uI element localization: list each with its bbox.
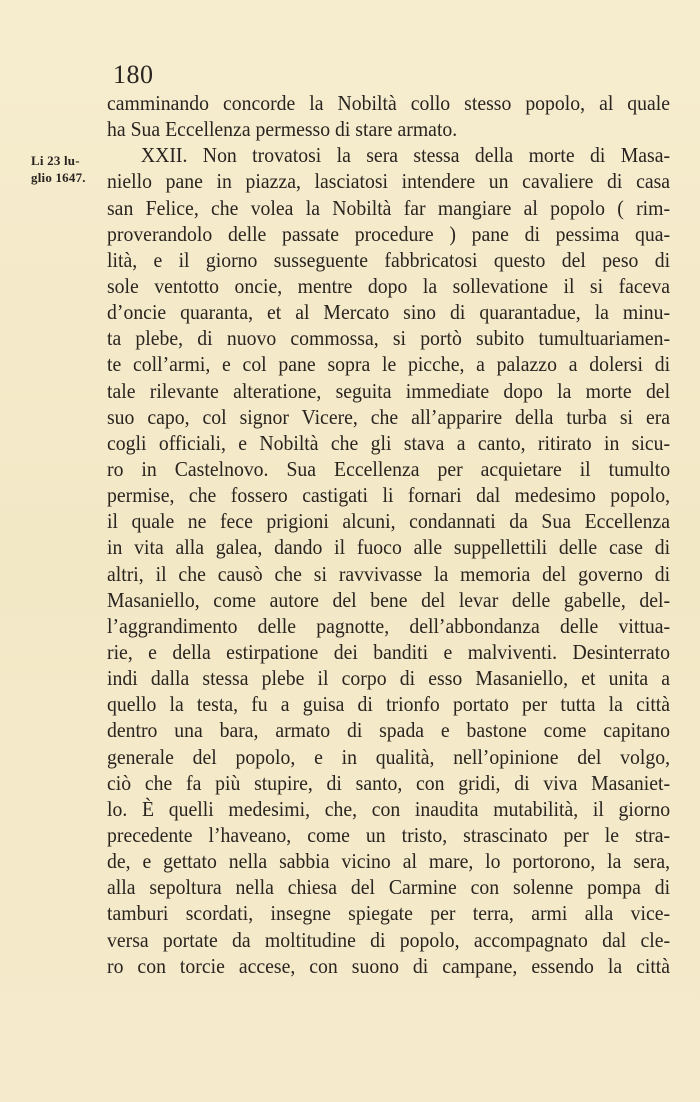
text-line: alla sepoltura nella chiesa del Carmine con solenne pompa di — [107, 875, 671, 900]
text-line: permise, che fossero castigati li fornari dal medesimo popolo, — [107, 483, 671, 508]
text-line: ta plebe, di nuovo commossa, si portò subito tumultuariamen- — [107, 326, 671, 351]
text-line: ro in Castelnovo. Sua Eccellenza per acquietare il tumulto — [107, 456, 671, 481]
text-line: proverandolo delle passate procedure ) pane di pessima qua- — [107, 221, 671, 246]
text-line: indi dalla stessa plebe il corpo di esso Masaniello, et unita a — [107, 666, 671, 691]
text-line: de, e gettato nella sabbia vicino al mare, lo portorono, la sera, — [107, 849, 671, 874]
text-line: XXII. Non trovatosi la sera stessa della morte di Masa- — [140, 143, 671, 168]
margin-note-line: Li 23 lu- — [31, 153, 80, 168]
text-line: dentro una bara, armato di spada e bastone come capitano — [107, 718, 671, 743]
text-line: tale rilevante alteratione, seguita immediate dopo la morte del — [107, 378, 671, 403]
text-line: in vita alla galea, dando il fuoco alle suppellettili delle case di — [107, 535, 671, 560]
text-line: tamburi scordati, insegne spiegate per terra, armi alla vice- — [107, 901, 671, 926]
text-line: cogli officiali, e Nobiltà che gli stava a canto, ritirato in sicu- — [107, 430, 671, 455]
text-line: Masaniello, come autore del bene del levar delle gabelle, del- — [107, 587, 671, 612]
page-number: 180 — [113, 60, 154, 89]
text-line: il quale ne fece prigioni alcuni, condannati da Sua Eccellenza — [107, 509, 671, 534]
text-line: ro con torcie accese, con suono di campane, essendo la città — [107, 953, 671, 978]
text-line: ciò che fa più stupire, di santo, con gridi, di viva Masaniet- — [107, 770, 671, 795]
margin-note-date — [31, 152, 103, 186]
text-line: san Felice, che volea la Nobiltà far mangiare al popolo ( rim- — [107, 195, 671, 220]
margin-note-line: glio 1647. — [31, 170, 86, 185]
text-line: rie, e della estirpatione dei banditi e malviventi. Desinterrato — [107, 639, 671, 664]
text-line: niello pane in piazza, lasciatosi intendere un cavaliere di casa — [107, 169, 671, 194]
text-line: suo capo, col signor Vicere, che all’apparire della turba si era — [107, 404, 671, 429]
text-line: camminando concorde la Nobiltà collo stesso popolo, al quale — [107, 91, 671, 115]
text-line: generale del popolo, e in qualità, nell’opinione del volgo, — [107, 744, 671, 769]
text-line: sole ventotto oncie, mentre dopo la sollevatione il si faceva — [107, 273, 671, 298]
text-line: lità, e il giorno susseguente fabbricatosi questo del peso di — [107, 247, 671, 272]
text-line: quello la testa, fu a guisa di trionfo portato per tutta la città — [107, 692, 671, 717]
text-line: ha Sua Eccellenza permesso di stare armato. — [107, 117, 458, 142]
text-line: altri, il che causò che si ravvivasse la memoria del governo di — [107, 561, 671, 586]
body-text — [107, 90, 670, 979]
text-line: versa portate da moltitudine di popolo, accompagnato dal cle- — [107, 927, 671, 952]
text-line: lo. È quelli medesimi, che, con inaudita mutabilità, il giorno — [107, 796, 671, 821]
text-line: te coll’armi, e col pane sopra le picche, a palazzo a dolersi di — [107, 352, 671, 377]
text-line: d’oncie quaranta, et al Mercato sino di quarantadue, la minu- — [107, 300, 671, 325]
text-line: l’aggrandimento delle pagnotte, dell’abbondanza delle vittua- — [107, 613, 671, 638]
text-line: precedente l’haveano, come un tristo, strascinato per le stra- — [107, 822, 671, 847]
